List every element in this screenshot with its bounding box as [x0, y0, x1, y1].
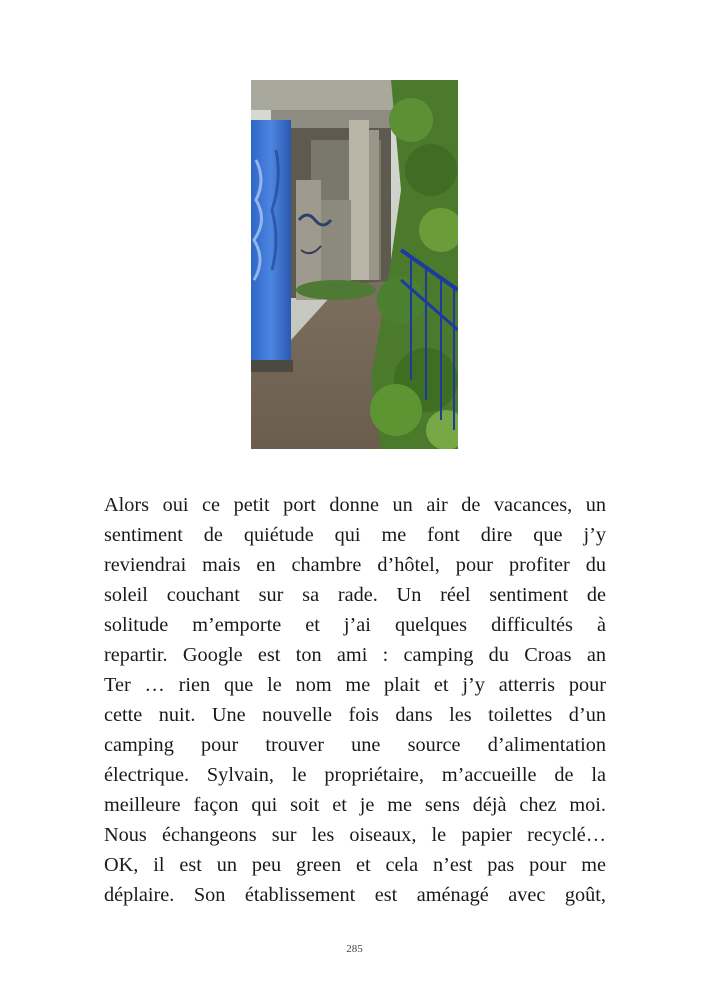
photo-concrete-walkway [251, 80, 458, 449]
paragraph-line-8: cette nuit. Une nouvelle fois dans les toilettes d’un [104, 704, 606, 726]
paragraph-line-13: OK, il est un peu green et cela n’est pas pour me [104, 854, 606, 876]
paragraph-line-12: Nous échangeons sur les oiseaux, le papier recyclé… [104, 824, 606, 846]
paragraph-line-3: reviendrai mais en chambre d’hôtel, pour profiter du [104, 554, 606, 576]
paragraph-line-1: Alors oui ce petit port donne un air de vacances, un [104, 494, 606, 516]
paragraph-line-10: électrique. Sylvain, le propriétaire, m’accueille de la [104, 764, 606, 786]
paragraph-line-7: Ter … rien que le nom me plait et j’y atterris pour [104, 674, 606, 696]
page-number: 285 [346, 943, 363, 955]
paragraph-line-5: solitude m’emporte et j’ai quelques difficultés à [104, 614, 606, 636]
paragraph-line-6: repartir. Google est ton ami : camping du Croas an [104, 644, 606, 666]
paragraph-line-2: sentiment de quiétude qui me font dire que j’y [104, 524, 606, 546]
photo-illustration [251, 80, 458, 449]
paragraph-line-14: déplaire. Son établissement est aménagé avec goût, [104, 884, 606, 906]
paragraph-line-11: meilleure façon qui soit et je me sens déjà chez moi. [104, 794, 606, 816]
paragraph-line-9: camping pour trouver une source d’alimentation [104, 734, 606, 756]
paragraph-line-4: soleil couchant sur sa rade. Un réel sentiment de [104, 584, 606, 606]
body-paragraph [104, 490, 606, 910]
